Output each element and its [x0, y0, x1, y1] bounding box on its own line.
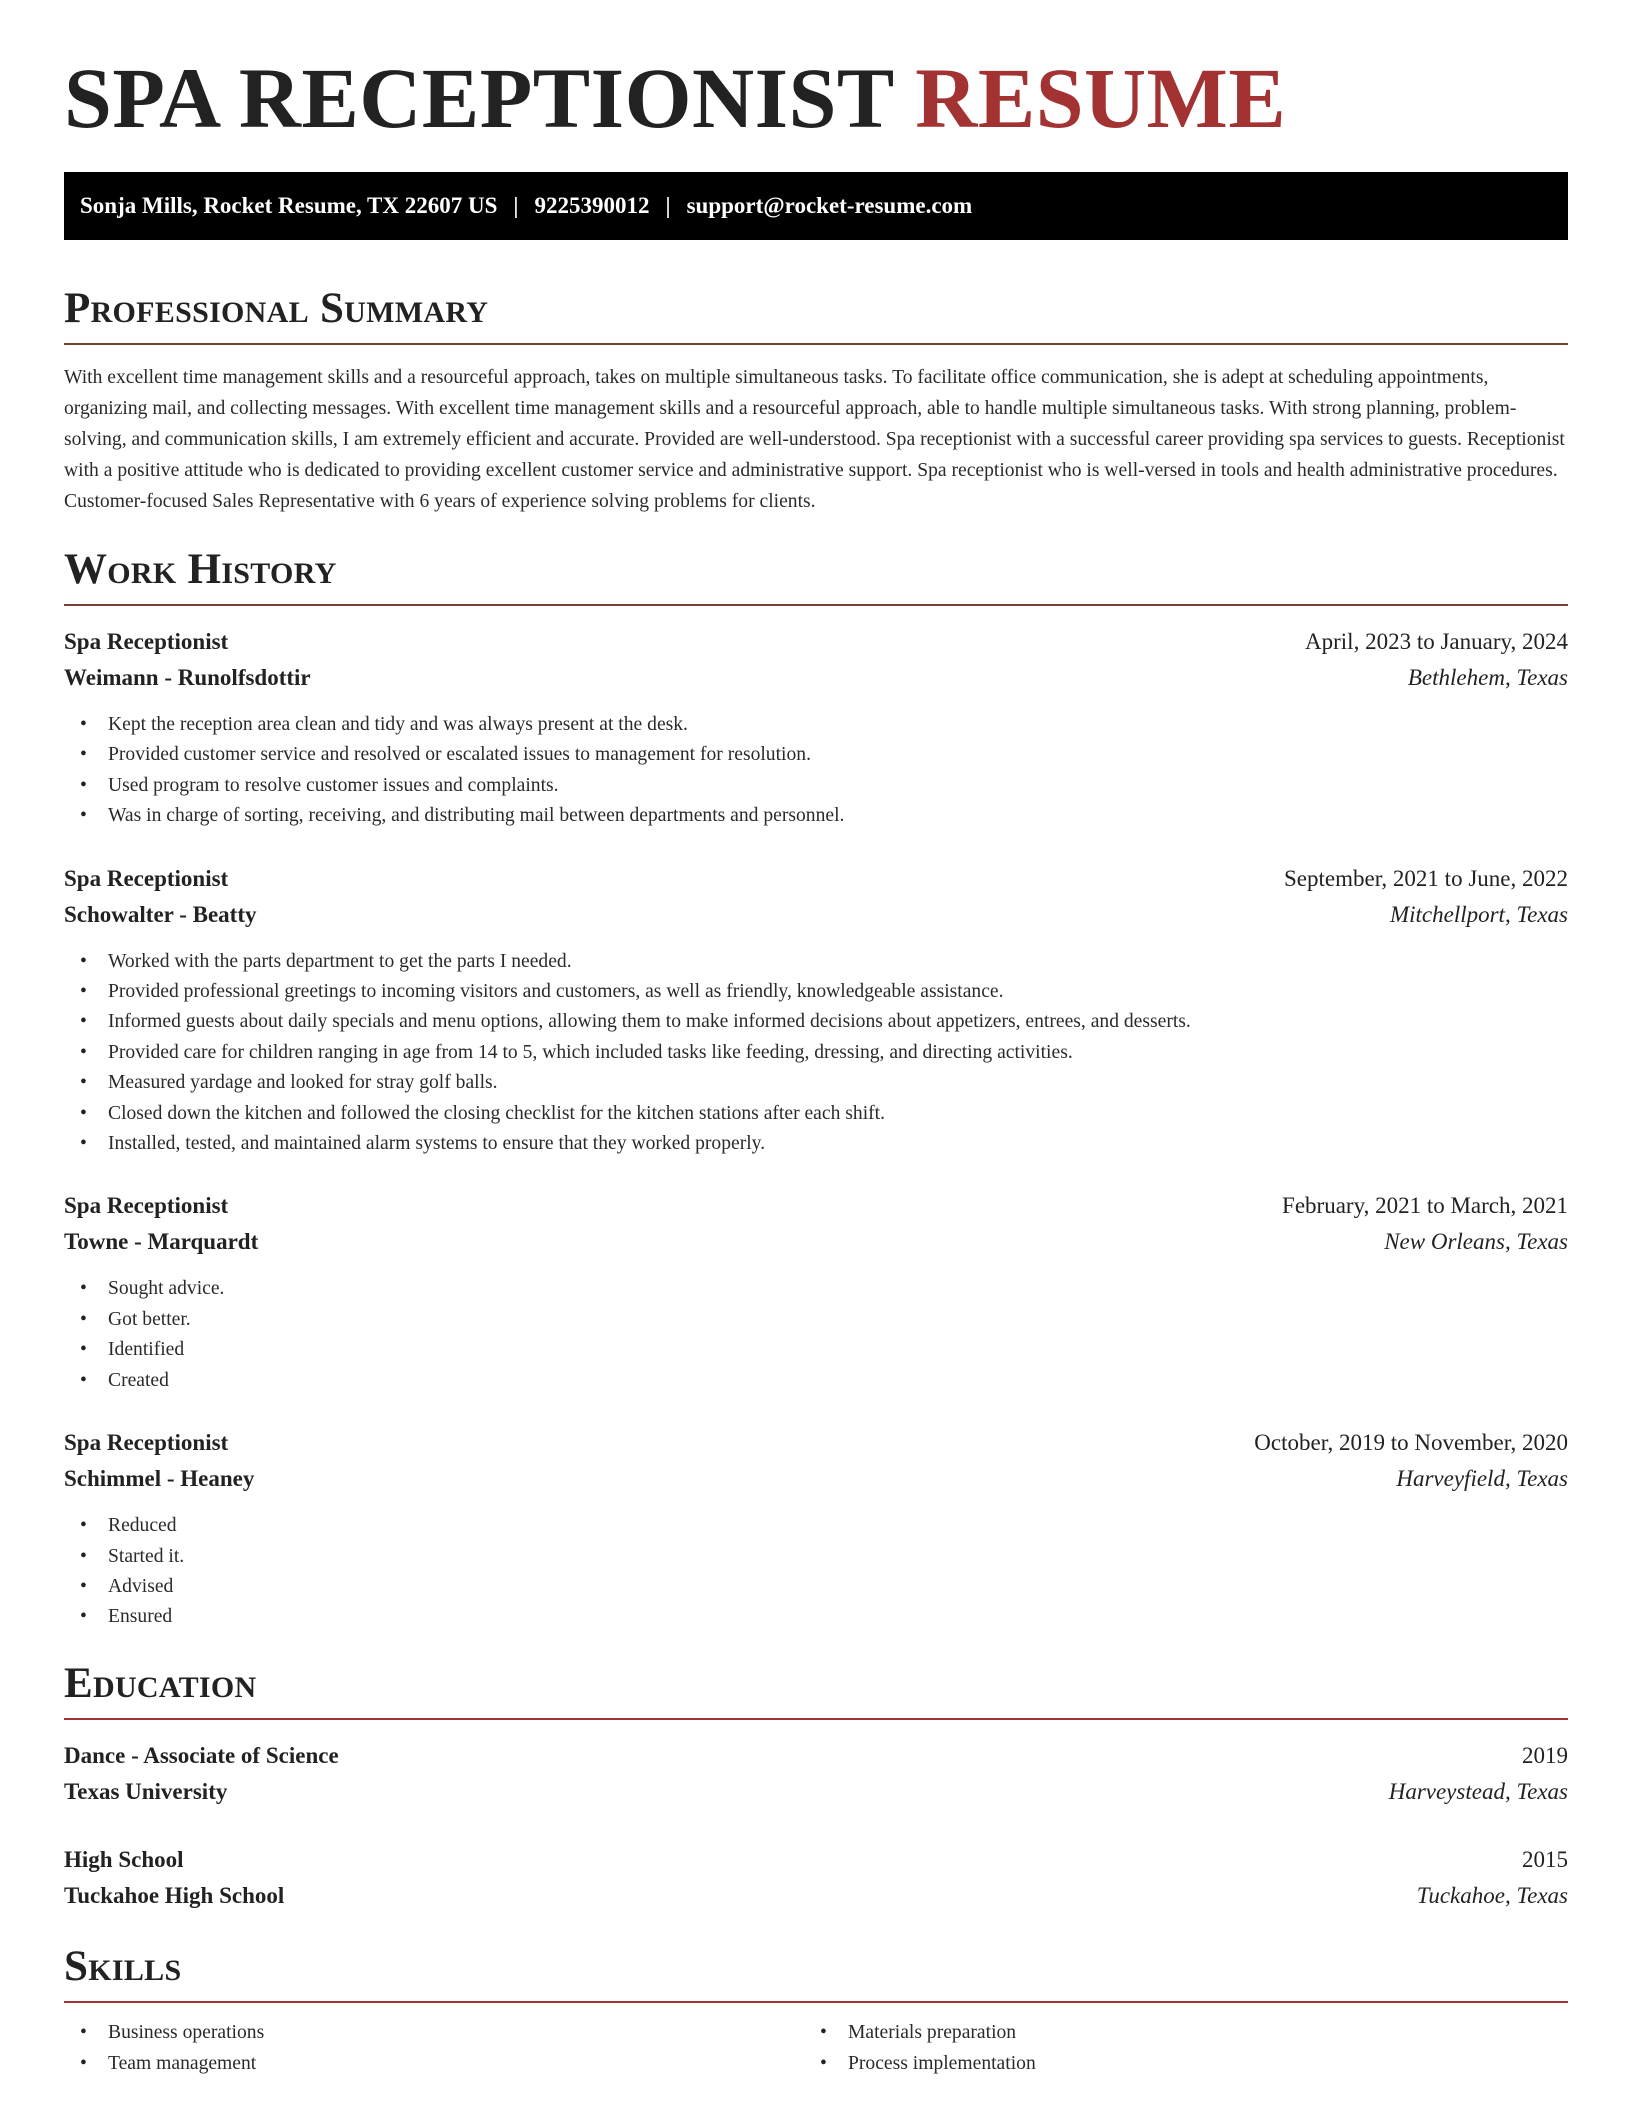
job-dates: October, 2019 to November, 2020: [1254, 1430, 1568, 1456]
job-bullets: [64, 947, 1568, 1160]
education-entry: [64, 1738, 1568, 1810]
job-bullets: [64, 1511, 1568, 1633]
contact-name-address: Sonja Mills, Rocket Resume, TX 22607 US: [80, 193, 498, 218]
job-bullet: • Worked with the parts department to get the parts I needed.: [64, 947, 1568, 977]
job-bullet: • Started it.: [64, 1542, 1568, 1572]
job-company: Weimann - Runolfsdottir: [64, 665, 311, 690]
job-bullet: • Provided professional greetings to incoming visitors and customers, as well as friendly, knowledgeable assistance.: [64, 977, 1568, 1007]
job-title: Spa Receptionist: [64, 865, 229, 891]
job-bullet: • Identified: [64, 1335, 1568, 1365]
job-entry: [64, 1425, 1568, 1633]
education-school: Texas University: [64, 1778, 228, 1804]
job-company-row: [64, 660, 1568, 696]
job-dates: September, 2021 to June, 2022: [1284, 865, 1568, 891]
skill-item: • Business operations: [64, 2017, 804, 2048]
job-bullet: • Kept the reception area clean and tidy and was always present at the desk.: [64, 710, 1568, 740]
education-year: 2015: [1522, 1846, 1568, 1872]
job-bullet: • Advised: [64, 1572, 1568, 1602]
section-heading-education: Education: [64, 1662, 1568, 1720]
contact-phone[interactable]: 9225390012: [534, 193, 650, 218]
education-school-row: [64, 1878, 1568, 1914]
job-bullets: [64, 1274, 1568, 1396]
education-degree-row: [64, 1842, 1568, 1878]
skill-item: • Materials preparation: [804, 2017, 1544, 2048]
job-bullet: • Sought advice.: [64, 1274, 1568, 1304]
section-heading-skills: Skills: [64, 1945, 1568, 2003]
contact-email[interactable]: support@rocket-resume.com: [686, 193, 973, 218]
skills-column-left: [64, 2017, 804, 2079]
job-bullet: • Used program to resolve customer issues and complaints.: [64, 771, 1568, 801]
education-section: [64, 1659, 1568, 1914]
job-header-row: [64, 1188, 1568, 1224]
work-history-section: [64, 548, 1568, 1633]
job-title: Spa Receptionist: [64, 1193, 229, 1219]
section-heading-work: Work History: [64, 548, 1568, 606]
skills-column-right: [804, 2017, 1544, 2079]
skills-section: [64, 1942, 1568, 2079]
job-bullet: • Was in charge of sorting, receiving, and distributing mail between departments and personnel.: [64, 801, 1568, 831]
resume-title: [64, 50, 1568, 153]
job-entry: [64, 624, 1568, 832]
job-bullet: • Created: [64, 1366, 1568, 1396]
job-company: Schowalter - Beatty: [64, 901, 257, 927]
job-location: Harveyfield, Texas: [1396, 1466, 1568, 1492]
job-header-row: [64, 861, 1568, 897]
job-entry: [64, 861, 1568, 1160]
job-title: Spa Receptionist: [64, 1430, 229, 1456]
education-school: Tuckahoe High School: [64, 1882, 285, 1908]
job-company: Towne - Marquardt: [64, 1229, 259, 1255]
contact-separator: |: [513, 193, 519, 218]
education-degree: High School: [64, 1846, 184, 1872]
section-heading-summary: Professional Summary: [64, 287, 1568, 345]
contact-bar: [64, 172, 1568, 240]
education-school-row: [64, 1774, 1568, 1810]
job-bullet: • Provided customer service and resolved or escalated issues to management for resolution.: [64, 740, 1568, 770]
education-entry: [64, 1842, 1568, 1914]
job-company-row: [64, 1461, 1568, 1497]
education-degree: Dance - Associate of Science: [64, 1742, 339, 1768]
job-company: Schimmel - Heaney: [64, 1466, 255, 1492]
title-main: SPA RECEPTIONIST: [64, 50, 894, 146]
job-bullet: • Ensured: [64, 1602, 1568, 1632]
education-degree-row: [64, 1738, 1568, 1774]
skills-grid: [64, 2017, 1568, 2079]
job-company-row: [64, 1224, 1568, 1260]
job-bullet: • Closed down the kitchen and followed the closing checklist for the kitchen stations after each shift.: [64, 1099, 1568, 1129]
job-location: New Orleans, Texas: [1384, 1229, 1568, 1255]
job-bullet: • Provided care for children ranging in age from 14 to 5, which included tasks like feeding, dressing, and directing activities.: [64, 1038, 1568, 1068]
education-location: Tuckahoe, Texas: [1416, 1882, 1568, 1908]
job-bullets: [64, 710, 1568, 832]
title-accent: RESUME: [915, 50, 1287, 146]
job-bullet: • Installed, tested, and maintained alarm systems to ensure that they worked properly.: [64, 1129, 1568, 1159]
skill-item: • Team management: [64, 2048, 804, 2079]
skill-item: • Process implementation: [804, 2048, 1544, 2079]
contact-separator: |: [665, 193, 671, 218]
job-bullet: • Informed guests about daily specials and menu options, allowing them to make informed decisions about appetizers, entrees, and desserts.: [64, 1007, 1568, 1037]
job-company-row: [64, 897, 1568, 933]
job-bullet: • Measured yardage and looked for stray golf balls.: [64, 1068, 1568, 1098]
job-header-row: [64, 1425, 1568, 1461]
education-location: Harveystead, Texas: [1388, 1778, 1568, 1804]
job-dates: February, 2021 to March, 2021: [1282, 1193, 1568, 1219]
summary-text: With excellent time management skills and a resourceful approach, takes on multiple simultaneous tasks. To facilitate office communication, she is adept at scheduling appointments, organizing mail, and collecting messages. With excellent time management skills and a resourceful approach, able to handle multiple simultaneous tasks. With strong planning, problem-solving, and communication skills, I am extremely efficient and accurate. Provided are well-understood. Spa receptionist with a successful career providing spa services to guests. Receptionist with a positive attitude who is dedicated to providing excellent customer service and administrative support. Spa receptionist who is well-versed in tools and health administrative procedures. Customer-focused Sales Representative with 6 years of experience solving problems for clients.: [64, 367, 1565, 512]
job-location: Bethlehem, Texas: [1407, 665, 1568, 690]
job-title: Spa Receptionist: [64, 629, 229, 654]
education-year: 2019: [1522, 1742, 1568, 1768]
job-location: Mitchellport, Texas: [1389, 901, 1568, 927]
job-header-row: [64, 624, 1568, 660]
job-entry: [64, 1188, 1568, 1396]
professional-summary-section: [64, 287, 1568, 517]
job-dates: April, 2023 to January, 2024: [1305, 629, 1568, 654]
job-bullet: • Reduced: [64, 1511, 1568, 1541]
job-bullet: • Got better.: [64, 1305, 1568, 1335]
